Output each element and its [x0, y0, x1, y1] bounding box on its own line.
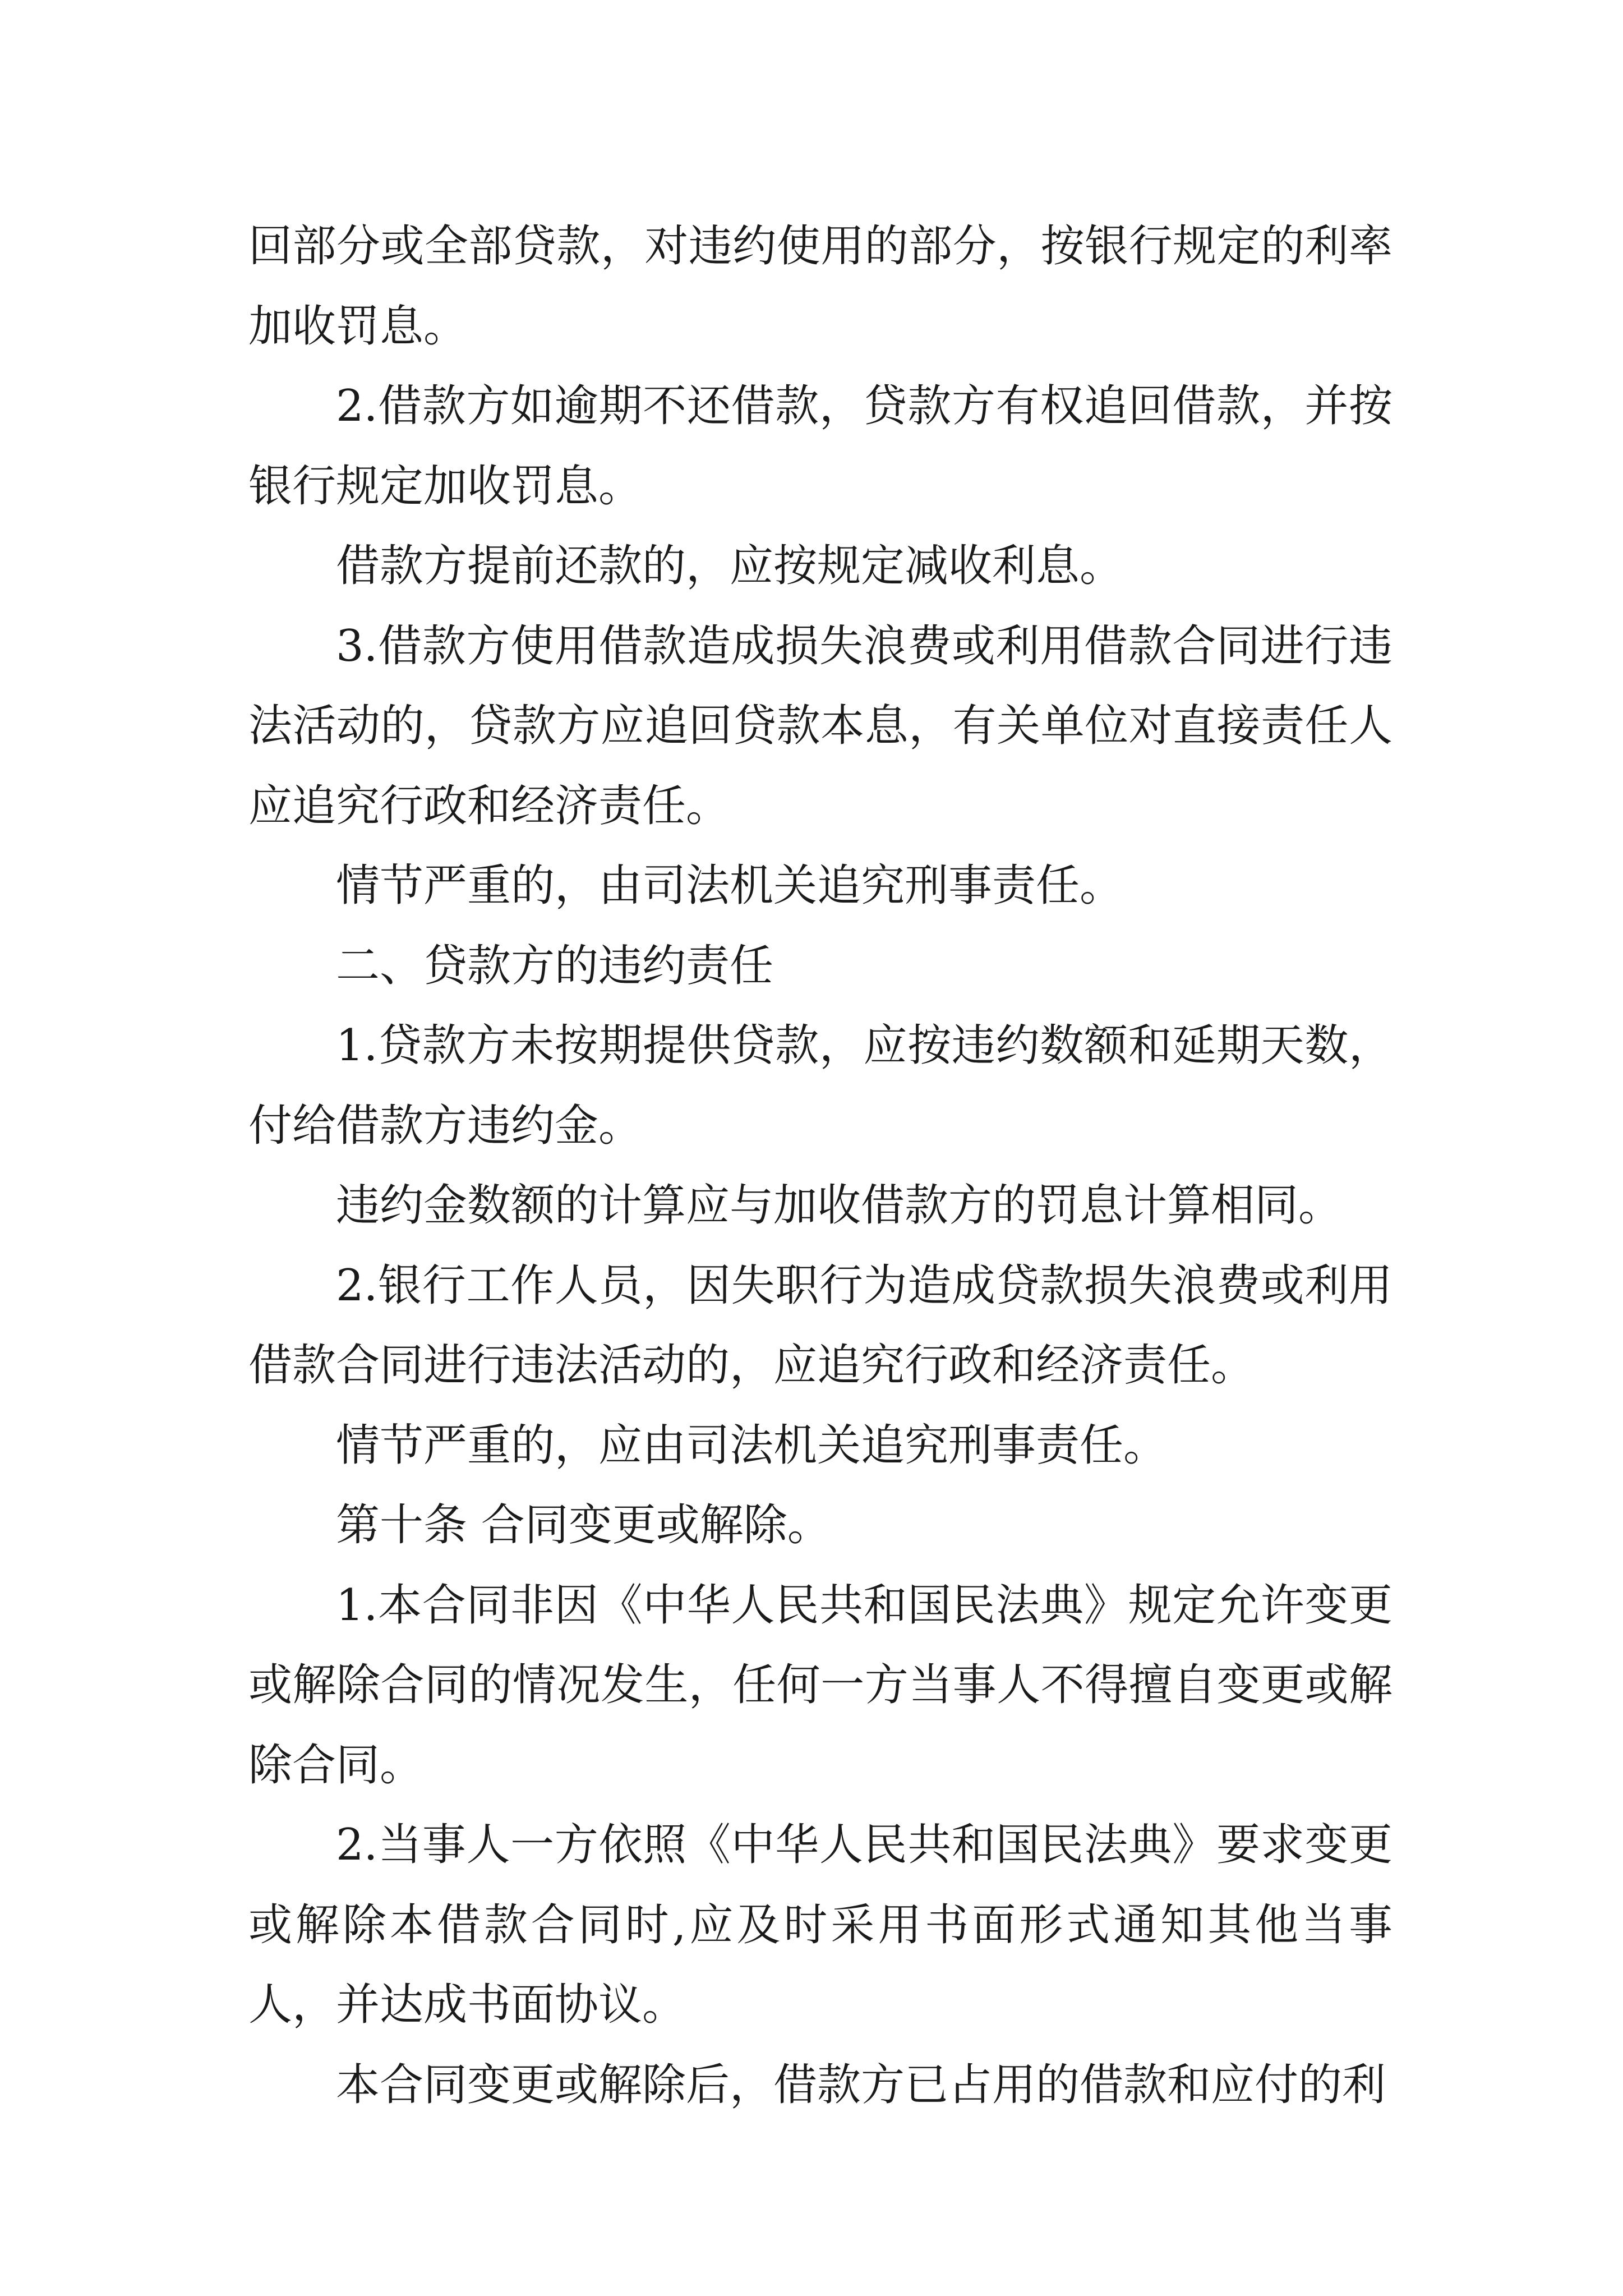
paragraph: 情节严重的，应由司法机关追究刑事责任。	[336, 1420, 1168, 1471]
paragraph: 2.借款方如逾期不还借款，贷款方有权追回借款，并按银行规定加收罚息。	[248, 381, 1393, 512]
paragraph: 情节严重的，由司法机关追究刑事责任。	[336, 861, 1124, 911]
paragraph: 2.当事人一方依照《中华人民共和国民法典》要求变更或解除本借款合同时,应及时采用书面形式通知其他当事人，并达成书面协议。	[248, 1820, 1393, 2030]
paragraph: 本合同变更或解除后，借款方已占用的借款和应付的利	[336, 2059, 1386, 2110]
document-body	[248, 206, 1393, 2125]
paragraph: 2.银行工作人员，因失职行为造成贷款损失浪费或利用借款合同进行违法活动的，应追究行政和经济责任。	[248, 1260, 1393, 1391]
paragraph: 3.借款方使用借款造成损失浪费或利用借款合同进行违法活动的，贷款方应追回贷款本息，有关单位对直接责任人应追究行政和经济责任。	[248, 620, 1393, 831]
paragraph: 回部分或全部贷款，对违约使用的部分，按银行规定的利率加收罚息。	[248, 221, 1393, 352]
paragraph: 1.贷款方未按期提供贷款，应按违约数额和延期天数，付给借款方违约金。	[248, 1020, 1393, 1151]
paragraph: 1.本合同非因《中华人民共和国民法典》规定允许变更或解除合同的情况发生，任何一方当事人不得擅自变更或解除合同。	[248, 1580, 1393, 1791]
section-heading: 二、贷款方的违约责任	[336, 940, 774, 991]
paragraph: 违约金数额的计算应与加收借款方的罚息计算相同。	[336, 1180, 1343, 1231]
paragraph: 借款方提前还款的，应按规定减收利息。	[336, 541, 1124, 591]
article-heading: 第十条 合同变更或解除。	[336, 1500, 831, 1550]
